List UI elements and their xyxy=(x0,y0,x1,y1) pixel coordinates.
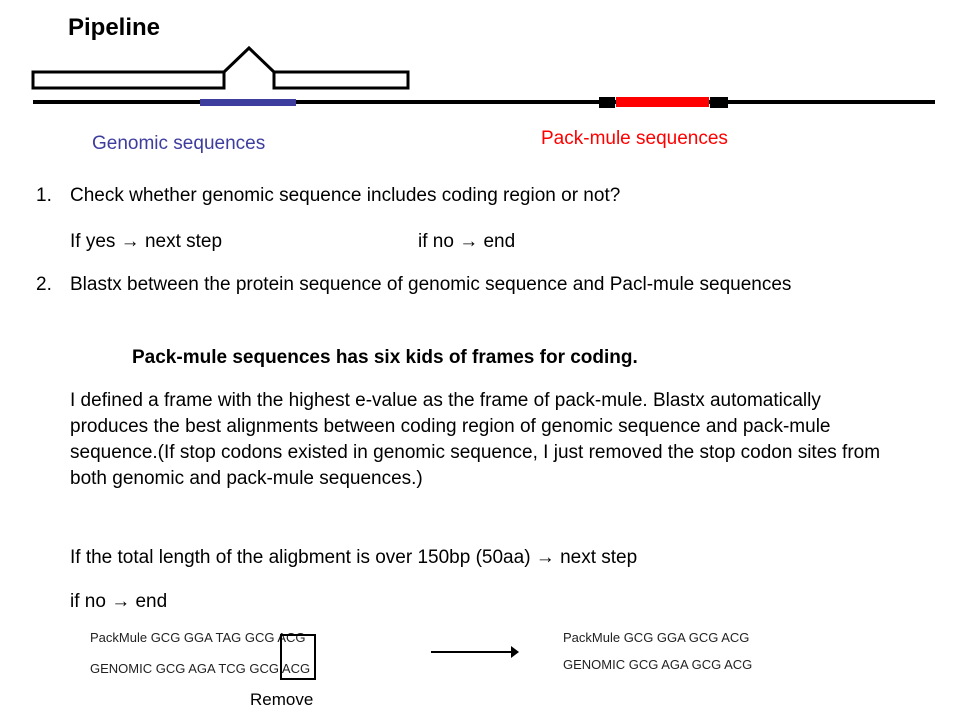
step-text: Blastx between the protein sequence of genomic sequence and Pacl-mule sequences xyxy=(70,274,792,295)
step-text: Check whether genomic sequence includes coding region or not? xyxy=(70,185,621,206)
exon-box-right xyxy=(274,72,408,88)
genomic-segment xyxy=(200,99,296,106)
stop-codon-highlight-box xyxy=(280,634,316,680)
alignment-before xyxy=(90,628,370,678)
else-text: if no → end xyxy=(70,591,168,612)
intron-peak xyxy=(224,48,274,72)
genomic-row: GENOMIC GCG AGA TCG GCG ACG xyxy=(90,661,311,676)
step-number: 2. xyxy=(36,274,52,295)
packmule-segment xyxy=(616,97,709,107)
alignment-after xyxy=(563,628,883,674)
genomic-sequences-label: Genomic sequences xyxy=(92,133,266,154)
branch-no: if no → end xyxy=(418,231,516,252)
frame-paragraph: I defined a frame with the highest e-value as the frame of pack-mule. Blastx automatically produces the best alignments between coding region of genomic sequence and pack-mule sequence.(If stop codons existed in genomic sequence, I just removed the stop codon sites from both genomic and pack-mule sequences.) xyxy=(70,390,881,489)
exon-box-left xyxy=(33,72,224,88)
genomic-row: GENOMIC GCG AGA GCG ACG xyxy=(563,657,753,672)
remove-label: Remove xyxy=(250,690,314,709)
tir-right xyxy=(710,97,728,108)
packmule-row: PackMule GCG GGA GCG ACG xyxy=(563,630,750,645)
condition-text: If the total length of the aligbment is over 150bp (50aa) → next step xyxy=(70,547,638,568)
right-arrow-icon xyxy=(425,640,525,664)
frames-note: Pack-mule sequences has six kids of frames for coding. xyxy=(132,347,638,368)
packmule-row: PackMule GCG GGA TAG GCG ACG xyxy=(90,630,306,645)
page-title: Pipeline xyxy=(68,14,161,41)
tir-left xyxy=(599,97,615,108)
branch-yes: If yes → next step xyxy=(70,231,223,252)
step-number: 1. xyxy=(36,185,52,206)
packmule-sequences-label: Pack-mule sequences xyxy=(541,128,728,149)
